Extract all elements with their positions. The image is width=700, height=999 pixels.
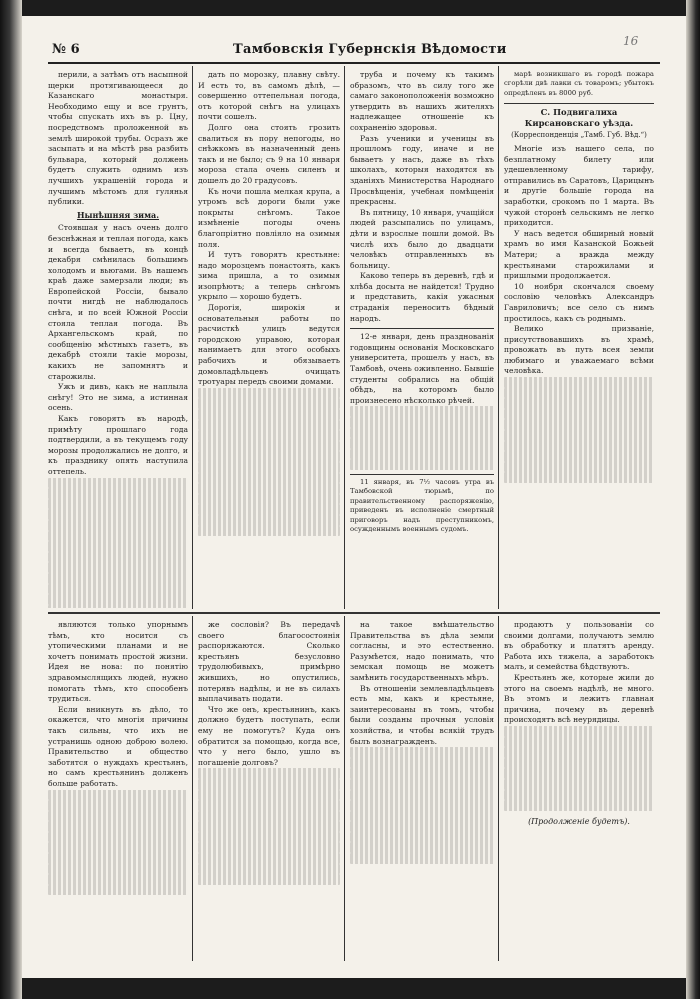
text-line	[198, 494, 340, 505]
text-line	[198, 420, 340, 431]
text-line	[504, 737, 654, 748]
article-quote: Ужъ и дивъ, какъ не наплыла снѣгу! Это не зима, а истинная осень.	[48, 382, 188, 413]
text-line	[48, 488, 188, 499]
column-3-bottom	[350, 620, 494, 960]
page-header	[48, 34, 660, 64]
text-line	[504, 758, 654, 769]
text-line	[198, 821, 340, 832]
text-line	[48, 605, 188, 608]
text-line	[504, 726, 654, 737]
text-line	[350, 768, 494, 779]
text-line	[48, 821, 188, 832]
text-line	[350, 758, 494, 769]
text-line	[198, 504, 340, 515]
text-line	[350, 779, 494, 790]
notice-rule	[504, 103, 654, 104]
university-notice: 12-е января, день празднованія годовщины основанія Московскаго университета, прошелъ у насъ, въ Тамбовѣ, очень оживленно. Бывшіе студенты собрались на общій обѣдъ, на которомъ было произнесено нѣсколько рѣчей.	[350, 332, 494, 405]
article-text: продаютъ у пользованіи со своими долгами, получаютъ землю въ обработку и платятъ аренду. Работа ихъ тяжела, а заработокъ малъ, и семейства бѣдствуютъ.	[504, 620, 654, 672]
text-line	[504, 441, 654, 452]
text-line	[48, 562, 188, 573]
column-4-bottom	[504, 620, 654, 960]
text-line	[350, 790, 494, 801]
column-4-top	[504, 70, 654, 608]
text-line	[48, 874, 188, 885]
column-rule	[498, 616, 499, 961]
text-line	[350, 800, 494, 811]
binding-spine	[0, 0, 22, 999]
article-text: У насъ ведется обширный новый храмъ во имя Казанской Божьей Матери; а вражда между крестьянами старожилами и пришлыми продолжается.	[504, 228, 654, 281]
article-text: Многіе изъ нашего села, по безплатному билету или удешевленному тарифу, отправились въ Саратовъ, Царицынъ и другіе большіе города на заработки, срокомъ по 1 марта. Въ чужой сторонѣ сельскимъ не легко приходится.	[504, 144, 654, 228]
notice-rule	[350, 474, 494, 475]
text-line	[198, 832, 340, 843]
text-line	[350, 406, 494, 417]
text-line	[48, 499, 188, 510]
text-line	[504, 462, 654, 473]
article-text: дать по морозку, плавну свѣту. И есть то, въ самомъ дѣлѣ, — совершенно оттепельная погода, отъ которой снѣгъ на улицахъ почти сошелъ.	[198, 70, 340, 122]
article-text: являются только упорнымъ тѣмъ, кто носится съ утопическими планами и не хочетъ понимать простой жизни. Идея не нова: по понятію здравомыслящихъ людей, нужно помогать тѣмъ, кто способенъ трудиться.	[48, 620, 188, 704]
text-line	[198, 853, 340, 864]
newspaper-title: Тамбовскія Губернскія Вѣдомости	[233, 42, 507, 57]
text-line	[48, 573, 188, 584]
text-line	[198, 842, 340, 853]
text-line	[350, 832, 494, 843]
text-line	[198, 483, 340, 494]
text-line	[504, 451, 654, 462]
text-line	[48, 842, 188, 853]
text-line	[48, 594, 188, 605]
text-line	[48, 864, 188, 875]
article-text: 10 ноября скончался своему сословію человѣкъ Александръ Гавриловичъ; все село съ нимъ простилось, какъ съ роднымъ.	[504, 281, 654, 323]
execution-notice: 11 января, въ 7½ часовъ утра въ Тамбовской тюрьмѣ, по правительственному распоряженію, приведенъ въ исполненіе смертный приговоръ надъ преступникомъ, осужденнымъ военнымъ судомъ.	[350, 477, 494, 533]
text-line	[198, 441, 340, 452]
archive-mark: 16	[623, 34, 639, 48]
text-line	[198, 409, 340, 420]
text-line	[350, 853, 494, 864]
text-line	[198, 768, 340, 779]
column-1-bottom	[48, 620, 188, 960]
column-1-top	[48, 70, 188, 608]
text-line	[48, 520, 188, 531]
article-text: Велико призваніе, присутствовавшихъ въ храмѣ, провожать въ путь всея земли любимаго и уважаемаго всѣми человѣка.	[504, 324, 654, 376]
newspaper-page	[22, 16, 686, 978]
text-line	[48, 478, 188, 489]
text-line	[504, 800, 654, 811]
column-rule	[192, 66, 193, 609]
text-line	[504, 409, 654, 420]
notice-rule	[350, 328, 494, 329]
text-line	[48, 584, 188, 595]
text-line	[504, 768, 654, 779]
text-line	[350, 747, 494, 758]
text-line	[198, 811, 340, 822]
text-line	[198, 779, 340, 790]
text-line	[198, 451, 340, 462]
article-text: же сословія? Въ передачѣ своего благосостоянія распоряжаются. Сколько крестьянъ безусловно трудолюбивыхъ, примѣрно жившихъ, но опустились, потерявъ надѣлы, и не въ силахъ выплачивать подати.	[198, 620, 340, 704]
article-text: Если вникнуть въ дѣло, то окажется, что многія причины такъ сильны, что ихъ не устранишь одною доброю волею. Правительство и общество заботятся о нуждахъ крестьянъ, но самъ крестьянинъ долженъ больше работать.	[48, 704, 188, 788]
column-rule	[344, 66, 345, 609]
column-2-bottom	[198, 620, 340, 960]
text-line	[48, 885, 188, 896]
text-line	[350, 417, 494, 428]
article-text: Дорогія, широкія и основательныя работы по расчисткѣ улицъ ведутся городскою управою, которая нанимаетъ для этого особыхъ рабочихъ и обязываетъ домовладѣльцевъ очищать тротуары передъ своими домами.	[198, 303, 340, 387]
text-line	[198, 515, 340, 526]
article-text: Разъ ученики и ученицы въ прошломъ году, иначе и не бываетъ у насъ, даже въ тѣхъ школахъ, которыя находятся въ зданіяхъ Министерства Народнаго Просвѣщенія, учебная помѣщенія прекрасны.	[350, 133, 494, 207]
article-text: Въ отношеніи землевладѣльцевъ есть мы, какъ и крестьяне, заинтересованы въ томъ, чтобы были созданы прочныя условія хозяйства, и чтобы всякій трудъ былъ вознагражденъ.	[350, 683, 494, 746]
text-line	[350, 428, 494, 439]
text-line	[198, 388, 340, 399]
column-3-top	[350, 70, 494, 608]
article-text: труба и почему къ такимъ образомъ, что въ силу того же самаго законоположенія возможно утвердить въ нашихъ жителяхъ надлежащее отношеніе къ сохраненію здоровья.	[350, 70, 494, 132]
text-line	[504, 419, 654, 430]
article-text: Что же онъ, крестьянинъ, какъ должно будетъ поступать, если ему не помогутъ? Куда онъ обратится за помощью, когда все, что у него было, ушло въ погашеніе долговъ?	[198, 704, 340, 767]
article-text: И тутъ говорятъ крестьяне: надо морозцемъ понастоять, какъ зима пришла, а то озимыя изопрѣютъ; а теперь снѣгомъ укрыло — хорошо будетъ.	[198, 250, 340, 302]
article-text: Къ ночи пошла мелкая крупа, а утромъ всѣ дороги были уже покрыты снѣгомъ. Такое измѣненіе погоды очень благопріятно повліяло на озимыя поля.	[198, 186, 340, 249]
text-line	[504, 388, 654, 399]
text-line	[48, 800, 188, 811]
text-line	[48, 531, 188, 542]
text-line	[504, 472, 654, 483]
article-text: Стоявшая у насъ очень долго безснѣжная и теплая погода, какъ и всегда бываетъ, въ концѣ декабря смѣнилась большимъ холодомъ и вьюгами. Въ нашемъ краѣ даже замерзали люди; въ Европейской Россіи, бывало почти нигдѣ не наблюдалось снѣга, и по всей Южной Россіи стояла теплая погода. Въ Архангельскомъ край, по сообщенію мѣстныхъ газетъ, въ декабрѣ стояли такіе морозы, какихъ не запомнятъ и старожилы.	[48, 223, 188, 381]
article-text: перили, а затѣмъ отъ насыпной щерки протягивающееся до Казанскаго монастыря. Необходимо ещу и все грунтъ, чтобы спускать ихъ въ р. Цну, посредствомъ проложенной въ землѣ широкой трубы. Осразъ же засыпать и на мѣстѣ рва разбить бульвара, который должень будетъ служить однимъ изъ лучшихъ украшеній города и лучшимъ мѣстомъ для гулянья публики.	[48, 70, 188, 207]
text-line	[198, 800, 340, 811]
column-rule	[344, 616, 345, 961]
text-line	[198, 398, 340, 409]
section-title-winter: Нынѣшняя зима.	[76, 209, 160, 220]
text-line	[48, 541, 188, 552]
page-number: № 6	[52, 42, 80, 57]
text-line	[48, 509, 188, 520]
text-line	[504, 790, 654, 801]
text-line	[350, 811, 494, 822]
text-line	[504, 747, 654, 758]
column-rule	[498, 66, 499, 609]
text-line	[198, 462, 340, 473]
text-line	[48, 832, 188, 843]
article-text: Какъ говорятъ въ народѣ, примѣту прошлаго года подтвердили, а въ текущемъ году морозы продолжались не долго, и къ празднику опять наступила оттепель.	[48, 414, 188, 476]
text-line	[198, 526, 340, 537]
text-line	[504, 398, 654, 409]
article-text: Каково теперь въ деревнѣ, гдѣ и хлѣба досыта не найдется! Трудно и представить, какія ужасныя страданія переноситъ бѣдный народъ.	[350, 271, 494, 323]
text-line	[198, 430, 340, 441]
article-text: на такое вмѣшательство Правительства въ дѣла земли согласны, и это естественно. Разумѣется, надо понимать, что земская помощь не можетъ замѣнить государственныхъ мѣръ.	[350, 620, 494, 682]
correspondence-credit: (Корреспонденція „Тамб. Губ. Вѣд.“)	[511, 131, 647, 140]
text-line	[504, 430, 654, 441]
text-line	[350, 449, 494, 460]
page-edge	[686, 0, 700, 999]
article-text: Долго она стоять грозить свалиться въ пору непогоды, но снѣжкомъ въ назначенный день такъ и не было; съ 9 на 10 января мороза стала очень силенъ и дошелъ до 20 градусовъ.	[198, 122, 340, 185]
text-line	[48, 811, 188, 822]
text-line	[350, 438, 494, 449]
section-divider	[48, 612, 660, 614]
section-title-podvigalikha: С. Подвигалиха Кирсановскаго уѣзда.	[524, 107, 634, 128]
continuation-note: (Продолженіе будетъ).	[528, 816, 630, 826]
text-line	[350, 821, 494, 832]
column-rule	[192, 616, 193, 961]
article-text: Крестьянъ же, которые жили до этого на своемъ надѣлѣ, не много. Въ этомъ и лежитъ главная причина, почему въ деревнѣ происходятъ всѣ неурядицы.	[504, 672, 654, 725]
text-line	[504, 779, 654, 790]
text-line	[198, 864, 340, 875]
text-line	[350, 459, 494, 470]
text-line	[198, 874, 340, 885]
text-line	[48, 790, 188, 801]
article-text: Въ пятницу, 10 января, учащійся людей разсыпались по улицамъ, дѣти и взрослые пошли домой. Въ числѣ ихъ было до двадцати человѣкъ отправленныхъ въ больницу.	[350, 207, 494, 270]
text-line	[198, 790, 340, 801]
text-line	[48, 552, 188, 563]
text-line	[48, 853, 188, 864]
text-line	[504, 377, 654, 388]
fire-notice: марѣ возникшаго въ городѣ пожара сгорѣли двѣ лавки съ товаромъ; убытокъ опредѣленъ въ 8000 руб.	[504, 70, 654, 97]
text-line	[350, 842, 494, 853]
column-2-top	[198, 70, 340, 608]
text-line	[198, 473, 340, 484]
